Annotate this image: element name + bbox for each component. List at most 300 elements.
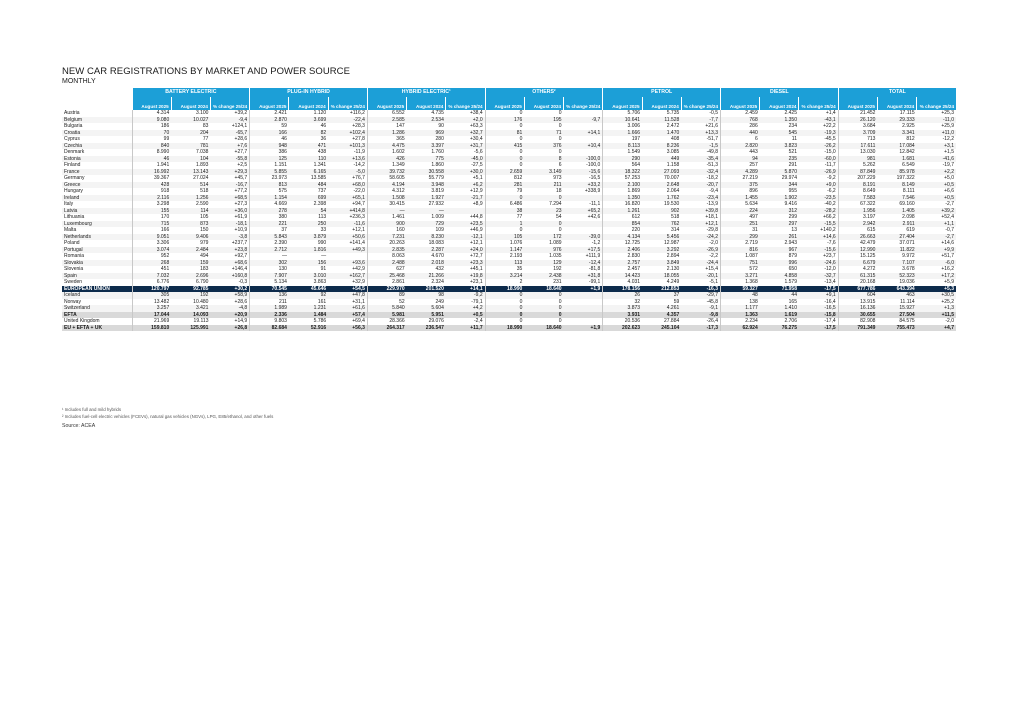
table-cell: 39.732 (367, 169, 406, 176)
table-cell: +65,1 (328, 195, 367, 202)
table-cell: 13.915 (838, 299, 877, 306)
table-cell: 3.341 (877, 130, 916, 137)
column-subheader: % change 25/24 (210, 97, 249, 110)
table-cell: 11.528 (642, 117, 681, 124)
table-cell: +3,1 (917, 143, 956, 150)
table-cell: +23,7 (823, 253, 836, 259)
table-cell: 11 (791, 136, 797, 142)
table-cell: +7,6 (210, 143, 249, 150)
market-name: Lithuania (64, 214, 85, 220)
table-cell: +94,7 (352, 201, 365, 207)
table-cell: 166 (250, 130, 289, 137)
table-cell: +69,4 (352, 318, 365, 324)
group-header: PLUG-IN HYBRID (250, 88, 368, 97)
column-subheader: % change 25/24 (681, 97, 720, 110)
column-subheader: % change 25/24 (799, 97, 838, 110)
table-cell: 1.893 (195, 162, 209, 168)
table-cell: -65,7 (210, 130, 249, 137)
table-cell: 699 (289, 195, 328, 202)
table-cell: -4,8 (210, 305, 249, 312)
table-cell: -5,1 (709, 279, 719, 285)
table-cell: 67.322 (838, 201, 877, 208)
table-cell: 3.684 (838, 123, 877, 130)
footnote-hybrids: ¹ Includes full and mild hybrids (62, 407, 122, 412)
table-cell: -45,5 (824, 136, 836, 142)
table-cell: 18.055 (642, 273, 681, 280)
table-cell: 1.869 (603, 188, 642, 195)
table-cell: — (321, 253, 327, 259)
table-cell: 9.416 (784, 201, 797, 207)
table-cell: -6,2 (827, 188, 836, 194)
table-cell: 1.177 (721, 305, 760, 312)
column-subheader: August 2025 (132, 97, 171, 110)
table-cell: -5,6 (473, 149, 483, 155)
table-cell: +25,9 (941, 123, 954, 129)
table-cell: -18,1 (210, 221, 249, 228)
table-cell: 192 (553, 266, 562, 272)
table-cell: 1.619 (760, 312, 799, 319)
table-cell: 17.611 (838, 143, 877, 150)
table-cell: 16.992 (132, 169, 171, 176)
table-cell: +72,7 (469, 253, 483, 259)
table-cell: 2.943 (784, 240, 797, 246)
table-cell: 27.504 (877, 312, 916, 319)
table-cell: 1.076 (485, 240, 524, 247)
table-cell: 3.298 (132, 201, 171, 208)
market-name: Poland (64, 240, 80, 246)
table-cell: 13 (791, 227, 797, 233)
table-cell: 90 (438, 123, 444, 129)
table-cell: 2.098 (902, 214, 915, 220)
table-cell: +1,3 (917, 305, 956, 312)
table-cell: 979 (200, 240, 209, 246)
table-cell: -21,7 (446, 195, 485, 202)
table-cell: 125.991 (171, 325, 210, 332)
table-cell: 99 (132, 136, 171, 143)
table-cell: +30,2 (210, 286, 249, 293)
table-cell: 952 (132, 253, 171, 260)
table-cell: 290 (603, 156, 642, 163)
table-cell: 109 (435, 227, 444, 233)
table-cell: 812 (906, 136, 915, 142)
table-cell: +0,5 (446, 312, 485, 319)
table-cell: 4.314 (132, 110, 171, 117)
table-cell: +141,4 (349, 240, 365, 246)
table-cell: 428 (132, 182, 171, 189)
table-cell: 873 (171, 221, 210, 228)
table-cell: 166 (132, 227, 171, 234)
table-cell: +31,1 (352, 298, 365, 305)
table-cell: 768 (721, 117, 760, 124)
table-cell: +9,0 (799, 182, 838, 189)
table-cell: 26.663 (838, 234, 877, 241)
table-cell: 5.951 (407, 312, 446, 319)
table-cell: 37 (250, 227, 289, 234)
table-cell: 83 (202, 123, 209, 129)
table-body (62, 110, 956, 331)
table-cell: 1.989 (250, 305, 289, 312)
table-cell: -99,1 (588, 279, 601, 285)
table-cell: 161 (317, 298, 327, 305)
table-cell: +5,3 (917, 286, 956, 293)
table-cell: 9.051 (132, 234, 171, 241)
table-cell: 9.803 (250, 318, 289, 325)
table-cell: 59 (673, 298, 680, 305)
table-cell: 438 (317, 149, 327, 155)
table-cell: 1.461 (367, 214, 406, 221)
table-cell: 0 (524, 305, 563, 312)
table-cell: 737 (317, 188, 327, 194)
table-cell: 1.231 (289, 305, 328, 312)
corner-cell (62, 88, 132, 97)
table-cell: 451 (132, 266, 171, 273)
table-cell: 12.987 (663, 240, 680, 246)
table-cell: 521 (788, 149, 797, 155)
table-cell: 113 (485, 260, 524, 267)
table-cell: 211 (250, 299, 289, 306)
column-subheader: August 2025 (485, 97, 524, 110)
table-cell: 8.191 (838, 182, 877, 189)
table-cell: 23.973 (250, 175, 289, 182)
table-cell: 0 (485, 312, 524, 319)
source-note: Source: ACEA (62, 423, 96, 429)
table-cell: 2.820 (721, 143, 760, 150)
table-cell: 1.455 (721, 195, 760, 202)
table-cell: 113 (318, 214, 327, 220)
table-cell: -24,4 (681, 260, 720, 267)
market-name: Finland (64, 162, 81, 168)
table-cell: 32 (603, 299, 642, 306)
table-cell: 3.819 (431, 188, 444, 194)
table-cell: 236.547 (407, 325, 446, 332)
table-cell: 1.350 (603, 195, 642, 202)
table-cell: 813 (250, 182, 289, 189)
table-cell: 2.457 (603, 266, 642, 273)
table-cell: 314 (670, 227, 680, 233)
market-name: Greece (62, 182, 132, 189)
market-name: Austria (64, 110, 80, 116)
table-cell: +93,6 (328, 260, 367, 267)
table-cell: 27.404 (877, 234, 916, 241)
table-cell: 781 (171, 143, 210, 150)
table-cell: 1.681 (877, 156, 916, 163)
table-cell: 27.932 (428, 201, 444, 207)
table-cell: +20,9 (210, 312, 249, 319)
table-cell: 92 (289, 292, 328, 299)
table-cell: 52 (367, 299, 406, 306)
table-cell: 0 (524, 221, 563, 228)
table-cell: -40,2 (824, 201, 836, 207)
table-cell: 3.849 (642, 260, 681, 267)
table-cell: 1.120 (313, 110, 327, 116)
table-cell: +39,2 (234, 110, 248, 116)
table-cell: +23,8 (210, 247, 249, 254)
table-cell: 82.908 (838, 318, 877, 325)
table-cell: 955 (788, 188, 797, 194)
table-cell: -2,7 (917, 234, 956, 241)
table-cell: 3.678 (902, 266, 915, 272)
table-cell: 45.646 (289, 286, 328, 293)
table-cell: -9,2 (827, 175, 836, 181)
table-cell: 183 (200, 266, 209, 272)
table-cell: 918 (132, 188, 171, 195)
table-cell: +11,7 (446, 325, 485, 332)
table-cell: 1.151 (250, 162, 289, 169)
table-cell: 231 (553, 279, 562, 285)
table-cell: -28,2 (799, 208, 838, 215)
table-cell: 14.423 (603, 273, 642, 280)
table-cell: +12,9 (469, 188, 483, 194)
table-cell: 879 (788, 253, 797, 259)
table-cell: 2.438 (524, 273, 563, 280)
table-cell: 6.486 (485, 201, 524, 208)
table-cell: 2.390 (250, 240, 289, 247)
table-cell: -26,2 (799, 143, 838, 150)
table-cell: -45,8 (706, 298, 719, 305)
table-cell: 9.406 (171, 234, 210, 241)
table-cell: +5,0 (944, 175, 954, 181)
table-cell: 82.684 (250, 325, 289, 332)
table-cell: 443 (721, 149, 760, 156)
table-cell: 11.114 (900, 298, 915, 305)
table-cell: 1.549 (603, 149, 642, 156)
table-cell: 20.536 (603, 318, 642, 325)
table-cell: 195 (524, 117, 563, 124)
table-cell: -3,8 (210, 234, 249, 241)
group-header: HYBRID ELECTRIC¹ (367, 88, 485, 97)
table-cell: -41,6 (917, 156, 956, 163)
table-cell: -11,7 (824, 162, 836, 168)
table-cell: 8.990 (132, 149, 171, 156)
table-cell: +28,6 (234, 136, 248, 142)
table-cell: 1.508 (367, 195, 406, 202)
table-cell: 2.942 (838, 221, 877, 228)
table-cell: 39.367 (132, 175, 171, 182)
table-cell: 249 (435, 298, 444, 305)
group-header: OTHERS² (485, 88, 603, 97)
table-cell: 3.271 (721, 273, 760, 280)
table-cell: 250 (289, 221, 328, 228)
table-cell: 440 (721, 130, 760, 137)
table-cell: 2.534 (407, 117, 446, 124)
table-cell: +1,9 (564, 325, 603, 332)
table-cell: 59 (250, 123, 289, 130)
table-cell: -9,8 (681, 312, 720, 319)
table-cell: 1.009 (431, 214, 444, 220)
table-cell: 751 (721, 260, 760, 267)
market-name: Bulgaria (64, 123, 83, 129)
column-subheader: % change 25/24 (917, 97, 956, 110)
table-cell: 4.261 (642, 305, 681, 312)
table-cell: +57,4 (328, 312, 367, 319)
table-cell: 31 (721, 227, 760, 234)
table-cell: 0 (485, 299, 524, 306)
table-cell: -49,8 (706, 149, 719, 155)
table-cell: 4.272 (838, 266, 877, 273)
table-cell: 1.363 (721, 312, 760, 319)
table-cell: 1.941 (132, 162, 171, 169)
table-cell: -22,0 (353, 188, 365, 194)
table-cell: 484 (289, 182, 328, 189)
table-cell: 6 (558, 162, 562, 168)
table-cell: 2.894 (666, 253, 680, 259)
table-cell: 280 (435, 136, 444, 142)
table-cell: +27,8 (352, 136, 365, 142)
table-cell: -2,0 (945, 318, 954, 324)
market-name: Sweden (64, 279, 83, 285)
table-cell: 1.256 (171, 195, 210, 202)
table-cell: +13,3 (681, 130, 720, 137)
table-cell: +4,2 (446, 305, 485, 312)
table-cell: +15,4 (705, 266, 719, 272)
group-header: BATTERY ELECTRIC (132, 88, 250, 97)
table-cell: 1.816 (289, 247, 328, 254)
table-cell: 2.018 (407, 260, 446, 267)
table-cell: 8 (524, 156, 563, 163)
table-cell: -17,5 (799, 286, 838, 293)
table-cell: 58.605 (367, 175, 406, 182)
table-cell: +10,9 (234, 227, 248, 233)
table-cell: -2,2 (709, 253, 719, 259)
table-cell: -11,0 (917, 117, 956, 124)
table-cell: 1.760 (431, 149, 444, 155)
table-cell: 13.585 (310, 175, 327, 181)
column-subheader: % change 25/24 (328, 97, 367, 110)
table-cell: +2,5 (237, 162, 248, 168)
table-cell: +31,8 (564, 273, 603, 280)
table-cell: 84.575 (899, 318, 915, 324)
column-subheader: August 2025 (603, 97, 642, 110)
table-cell: 0 (558, 123, 562, 129)
group-header: TOTAL (838, 88, 956, 97)
table-cell: +25,2 (941, 298, 954, 305)
market-name: Slovenia (64, 266, 84, 272)
table-cell: 268 (132, 260, 171, 267)
market-name: Ireland (62, 195, 132, 202)
table-cell: 1.927 (407, 195, 446, 202)
sub-header-row (62, 97, 956, 110)
table-cell: 48 (721, 292, 760, 299)
table-cell: 176 (485, 117, 524, 124)
table-cell: 3.421 (171, 305, 210, 312)
table-cell: +30,5 (917, 292, 956, 299)
table-cell: 643.394 (877, 286, 916, 293)
table-cell: 2.472 (666, 123, 680, 129)
market-name: Romania (64, 253, 85, 259)
table-cell: -2,0 (709, 240, 719, 246)
market-name: France (62, 169, 132, 176)
table-cell: — (367, 208, 406, 215)
table-cell: 202.623 (603, 325, 642, 332)
table-cell: 7.583 (838, 195, 877, 202)
table-cell: 197 (603, 136, 642, 143)
table-cell: 207.229 (838, 175, 877, 182)
table-cell: -9,4 (210, 117, 249, 124)
table-cell: 6.549 (902, 162, 915, 168)
market-name: EUROPEAN UNION (62, 286, 132, 293)
table-cell: +1,5 (944, 149, 954, 155)
table-cell: 2.925 (902, 123, 915, 129)
table-cell: 1.261 (603, 208, 642, 215)
table-cell: 81 (485, 130, 524, 137)
table-cell: -12,2 (942, 136, 954, 142)
table-cell: 4.289 (721, 169, 760, 176)
table-cell: 1.158 (666, 162, 680, 168)
table-cell: 572 (721, 266, 760, 273)
table-cell: +19,8 (446, 273, 485, 280)
table-cell: 7.907 (250, 273, 289, 280)
table-cell: +14,1 (564, 130, 603, 137)
table-cell: 8.111 (902, 188, 915, 194)
table-cell: 604 (838, 292, 877, 299)
table-cell: 3.948 (407, 182, 446, 189)
table-cell: — (407, 208, 446, 215)
table-cell: 297 (760, 221, 799, 228)
table-cell: -2,7 (945, 201, 954, 207)
table-cell: 87.849 (838, 169, 877, 176)
market-name: Netherlands (62, 234, 132, 241)
market-name: Estonia (62, 156, 132, 163)
table-cell: +18,1 (705, 214, 719, 220)
group-header-row (62, 88, 956, 97)
table-cell: -16,5 (588, 175, 601, 181)
table-cell: +77,2 (234, 188, 248, 194)
table-cell: 2.870 (250, 117, 289, 124)
table-cell: 0 (485, 123, 524, 130)
table-cell: 89 (367, 292, 406, 299)
table-cell: 1.405 (877, 208, 916, 215)
table-cell: +17,5 (564, 247, 603, 254)
table-cell: 2.130 (666, 266, 680, 272)
table-cell: 650 (788, 266, 797, 272)
table-cell: 61.315 (838, 273, 877, 280)
table-cell: +36,0 (210, 208, 249, 215)
table-cell: 15.927 (877, 305, 916, 312)
table-cell: +68,5 (210, 195, 249, 202)
market-name: Hungary (64, 188, 83, 194)
table-cell: 17.044 (132, 312, 171, 319)
column-subheader: August 2025 (367, 97, 406, 110)
table-cell: 82 (289, 130, 328, 137)
table-cell: +2,2 (917, 169, 956, 176)
table-cell: 114 (171, 208, 210, 215)
table-cell: 105 (485, 234, 524, 241)
table-cell: -20,1 (681, 273, 720, 280)
table-cell: +38,4 (469, 110, 483, 116)
table-cell: 11.822 (877, 247, 916, 254)
table-cell: 2.100 (603, 182, 642, 189)
table-cell: 2.234 (721, 318, 760, 325)
table-cell: 192 (171, 292, 210, 299)
table-cell: 3.823 (760, 143, 799, 150)
table-cell: 5.706 (603, 110, 642, 117)
table-cell: +13,6 (328, 156, 367, 163)
table-cell: +0,5 (917, 182, 956, 189)
table-cell: 376 (524, 143, 563, 150)
table-cell: 5.981 (367, 312, 406, 319)
table-cell: 2.911 (877, 221, 916, 228)
market-name: Iceland (62, 292, 132, 299)
table-cell: +51,7 (941, 253, 954, 259)
table-cell: 5.843 (250, 234, 289, 241)
table-cell: 10.480 (193, 298, 209, 305)
table-cell: 17.115 (899, 110, 915, 116)
table-cell: 4.735 (431, 110, 444, 116)
table-cell: 1.350 (760, 117, 799, 124)
table-cell: 0 (558, 136, 562, 142)
table-cell: 0 (558, 149, 562, 155)
table-cell: 1.470 (642, 130, 681, 137)
